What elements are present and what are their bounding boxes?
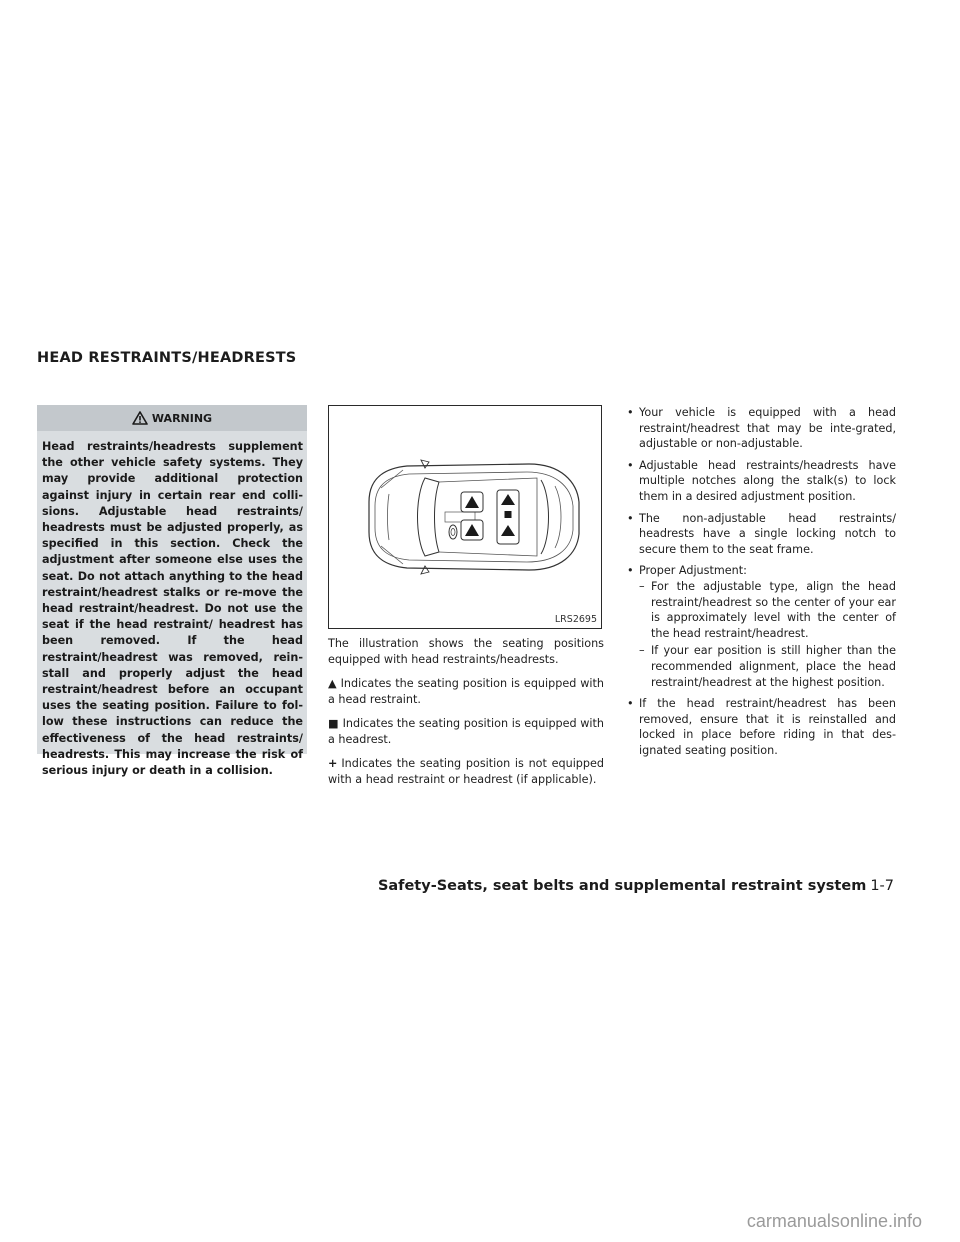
plus-icon: +: [328, 757, 338, 770]
figure-caption: The illustration shows the seating positions equipped with head restraints/headrests.: [328, 637, 604, 666]
bullet-item: • If the head restraint/headrest has been removed, ensure that it is reinstalled and locked in place before riding in that des-ignated seating position.: [627, 697, 896, 757]
warning-header: [37, 405, 307, 431]
page-number: 1-7: [870, 878, 894, 894]
triangle-icon: ▲: [328, 677, 337, 690]
figure-id: LRS2695: [554, 614, 597, 625]
car-top-view-illustration: [329, 406, 601, 628]
legend-headrest: [328, 716, 604, 747]
headrest-marker-rear-center: [505, 511, 512, 518]
warning-label: WARNING: [151, 411, 213, 425]
warning-icon: [132, 411, 148, 425]
bullet-item: • The non-adjustable head restraints/ headrests have a single locking notch to secure them to the seat frame.: [627, 511, 896, 556]
warning-text: Head restraints/headrests supplement the other vehicle safety systems. They may provide additional protection against injury in certain rear end colli-sions. Adjustable head restraints/ headrests must be adjusted properly, as specified in this section. Check the adjustment after someone else uses the seat. Do not attach anything to the head restraint/headrest stalks or re-move the head restraint/headrest. Do not use the seat if the head restraint/ headrest has been removed. If the head restraint/headrest was removed, rein-stall and properly adjust the head restraint/headrest before an occupant uses the seating position. Failure to fol-low these instructions can reduce the effectiveness of the head restraints/ headrests. This may increase the risk of serious injury or death in a collision.: [42, 440, 303, 778]
watermark: carmanualsonline.info: [746, 1211, 922, 1231]
legend-headrest-text: Indicates the seating position is equipped with a headrest.: [328, 717, 604, 746]
bullet-item: • Your vehicle is equipped with a head restraint/headrest that may be inte-grated, adjustable or non-adjustable.: [627, 406, 896, 451]
legend-head-restraint-text: Indicates the seating position is equipped with a head restraint.: [328, 677, 604, 706]
steering-wheel: [449, 525, 457, 539]
figure-column: [328, 405, 604, 786]
bullet-item: • Adjustable head restraints/headrests have multiple notches along the stalk(s) to lock them in a desired adjustment position.: [627, 458, 896, 503]
bullet-item: • Proper Adjustment: – For the adjustable type, align the head restraint/headrest so the center of your ear is approximately level with the center of the head restraint/headrest. – If your ear position is still higher than the recommended alignment, place the head restraint/headrest at the highest position.: [627, 564, 896, 689]
legend-none: [328, 756, 604, 787]
car-body: [369, 464, 579, 570]
sub-bullet-item: – If your ear position is still higher than the recommended alignment, place the head restraint/headrest at the highest position.: [639, 644, 896, 689]
page-footer: [378, 878, 894, 894]
sub-bullet-item: – For the adjustable type, align the head restraint/headrest so the center of your ear is approximately level with the center of the head restraint/headrest.: [639, 579, 896, 640]
seat-position-figure: [328, 405, 602, 629]
legend-none-text: Indicates the seating position is not equipped with a head restraint or headrest (if applicable).: [328, 757, 604, 786]
legend-head-restraint: [328, 676, 604, 707]
square-icon: ■: [328, 717, 339, 730]
footer-section-title: Safety-Seats, seat belts and supplemental restraint system: [377, 878, 867, 894]
warning-box: [37, 405, 307, 778]
bullet-column: [621, 405, 896, 764]
section-title: HEAD RESTRAINTS/HEADRESTS: [37, 350, 297, 366]
